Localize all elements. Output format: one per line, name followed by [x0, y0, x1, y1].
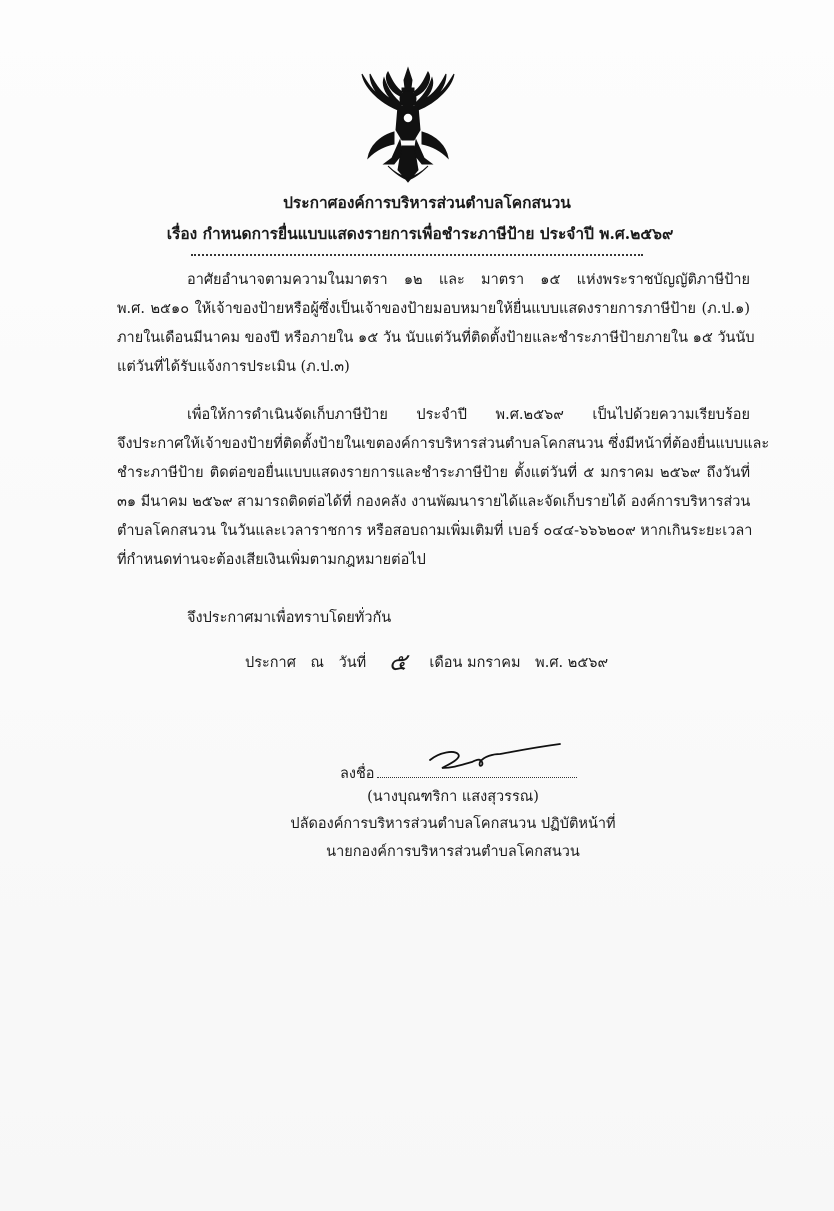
- paragraph-2: [117, 401, 770, 575]
- paragraph-line: แต่วันที่ได้รับแจ้งการประเมิน (ภ.ป.๓): [117, 359, 350, 375]
- year-value: พ.ศ. ๒๕๖๙: [535, 655, 609, 671]
- paragraph-line: เพื่อให้การดำเนินจัดเก็บภาษีป้าย ประจำปี พ.ศ.๒๕๖๙ เป็นไปด้วยความเรียบร้อย: [187, 407, 750, 423]
- announcement-date: [245, 648, 609, 676]
- garuda-emblem-icon: [358, 66, 458, 184]
- announced-at: ณ: [310, 655, 324, 671]
- closing-statement: จึงประกาศมาเพื่อทราบโดยทั่วกัน: [187, 610, 392, 626]
- paragraph-line: ชำระภาษีป้าย ติดต่อขอยื่นแบบแสดงรายการและชำระภาษีป้าย ตั้งแต่วันที่ ๕ มกราคม ๒๕๖๙ ถึงวันที่: [117, 465, 750, 481]
- handwritten-day: ๕: [388, 648, 407, 676]
- paragraph-1: [117, 266, 755, 382]
- announcement-title: ประกาศองค์การบริหารส่วนตำบลโคกสนวน: [283, 193, 571, 212]
- paragraph-line: ตำบลโคกสนวน ในวันและเวลาราชการ หรือสอบถามเพิ่มเติมที่ เบอร์ ๐๔๔-๖๖๖๒๐๙ หากเกินระยะเวลา: [117, 523, 753, 539]
- signature-line: [340, 762, 577, 785]
- signer-position: ปลัดองค์การบริหารส่วนตำบลโคกสนวน ปฏิบัติหน้าที่: [290, 816, 616, 832]
- signer-position-acting: นายกองค์การบริหารส่วนตำบลโคกสนวน: [326, 844, 580, 860]
- signer-name: (นางบุณฑริกา แสงสุวรรณ): [367, 789, 539, 805]
- signature-dots: [377, 763, 577, 778]
- paragraph-line: จึงประกาศให้เจ้าของป้ายที่ติดตั้งป้ายในเขตองค์การบริหารส่วนตำบลโคกสนวน ซึ่งมีหน้าที่ต้องยื่นแบบและ: [117, 436, 770, 452]
- announcement-subject: เรื่อง กำหนดการยื่นแบบแสดงรายการเพื่อชำระภาษีป้าย ประจำปี พ.ศ.๒๕๖๙: [166, 224, 674, 243]
- dotted-divider: [191, 254, 643, 256]
- paragraph-line: ๓๑ มีนาคม ๒๕๖๙ สามารถติดต่อได้ที่ กองคลัง งานพัฒนารายได้และจัดเก็บรายได้ องค์การบริหารส่วน: [117, 494, 751, 510]
- paragraph-line: พ.ศ. ๒๕๑๐ ให้เจ้าของป้ายหรือผู้ซึ่งเป็นเจ้าของป้ายมอบหมายให้ยื่นแบบแสดงรายการภาษีป้าย (ภ.ป.๑): [117, 301, 750, 317]
- paragraph-line: อาศัยอำนาจตามความในมาตรา ๑๒ และ มาตรา ๑๕ แห่งพระราชบัญญัติภาษีป้าย: [187, 272, 750, 288]
- signature-label: ลงชื่อ: [340, 766, 375, 782]
- month-value: มกราคม: [467, 655, 521, 671]
- paragraph-line: ภายในเดือนมีนาคม ของปี หรือภายใน ๑๕ วัน นับแต่วันที่ติดตั้งป้ายและชำระภาษีป้ายภายใน ๑๕ วันนับ: [117, 330, 755, 346]
- paragraph-line: ที่กำหนดท่านจะต้องเสียเงินเพิ่มตามกฎหมายต่อไป: [117, 552, 426, 568]
- announced-prefix: ประกาศ: [245, 655, 296, 671]
- month-label: เดือน: [429, 655, 463, 671]
- day-label: วันที่: [338, 655, 367, 671]
